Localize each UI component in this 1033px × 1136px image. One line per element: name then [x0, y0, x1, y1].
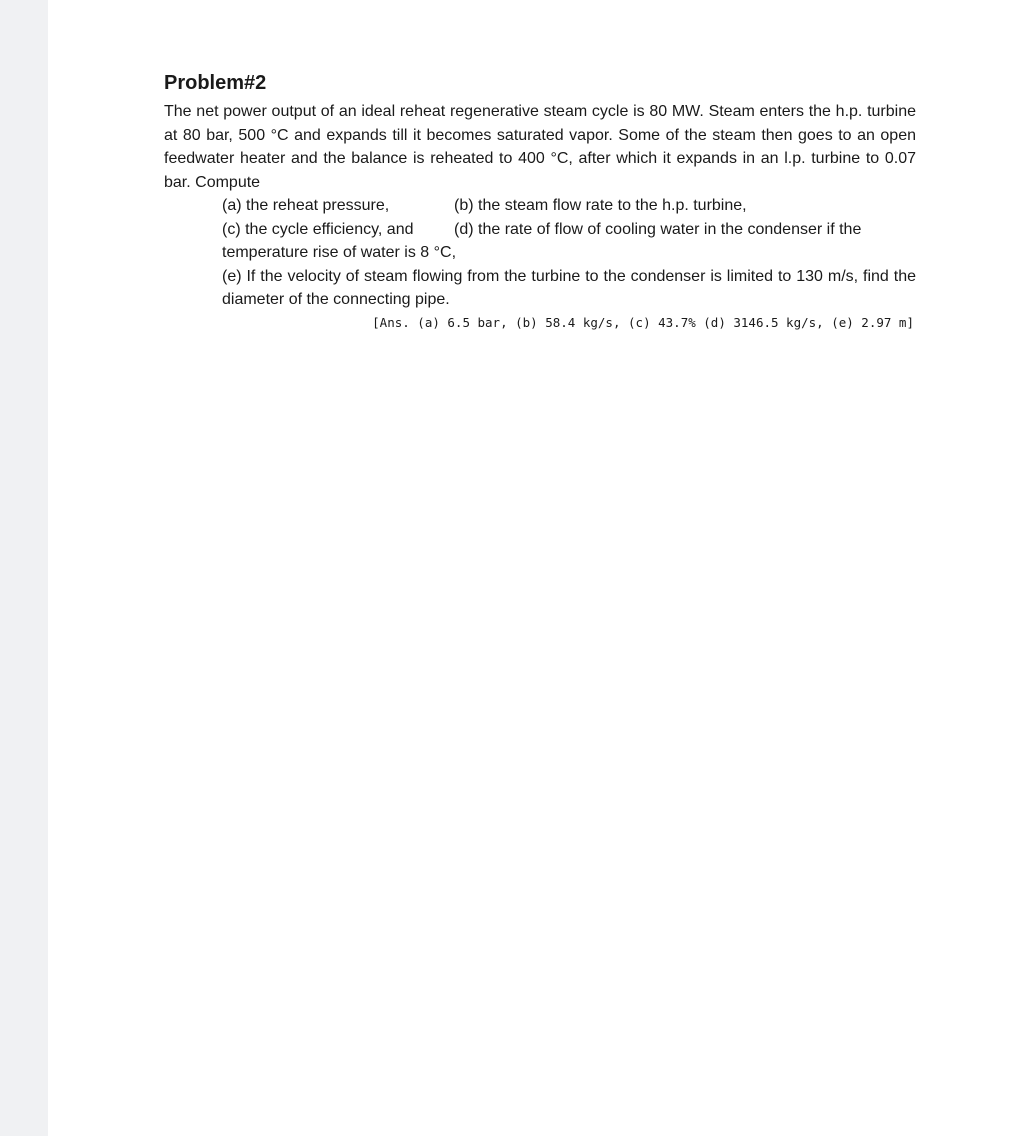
question-row-ab [222, 194, 916, 218]
question-a: (a) the reheat pressure, [222, 197, 390, 214]
document-page [48, 0, 1033, 1136]
question-d-continued: temperature rise of water is 8 °C, [222, 244, 457, 261]
question-d: (d) the rate of flow of cooling water in the condenser if the [454, 220, 862, 238]
question-list [222, 194, 916, 332]
question-e: (e) If the velocity of steam flowing from the turbine to the condenser is limited to 130 m/s, find the diameter of the connecting pipe. [222, 267, 916, 308]
question-c: (c) the cycle efficiency, and [222, 220, 414, 238]
answer-line: [Ans. (a) 6.5 bar, (b) 58.4 kg/s, (c) 43.7% (d) 3146.5 kg/s, (e) 2.97 m] [372, 314, 914, 330]
question-row-cd [222, 218, 916, 242]
question-b: (b) the steam flow rate to the h.p. turbine, [454, 197, 747, 214]
problem-statement: The net power output of an ideal reheat regenerative steam cycle is 80 MW. Steam enters the h.p. turbine at 80 bar, 500 °C and expands till it becomes saturated vapor. Some of the steam then goes to an open feedwater heater and the balance is reheated to 400 °C, after which it expands in an l.p. turbine to 0.07 bar. Compute [164, 103, 916, 191]
problem-title: Problem#2 [164, 72, 267, 94]
problem-block [164, 70, 916, 332]
